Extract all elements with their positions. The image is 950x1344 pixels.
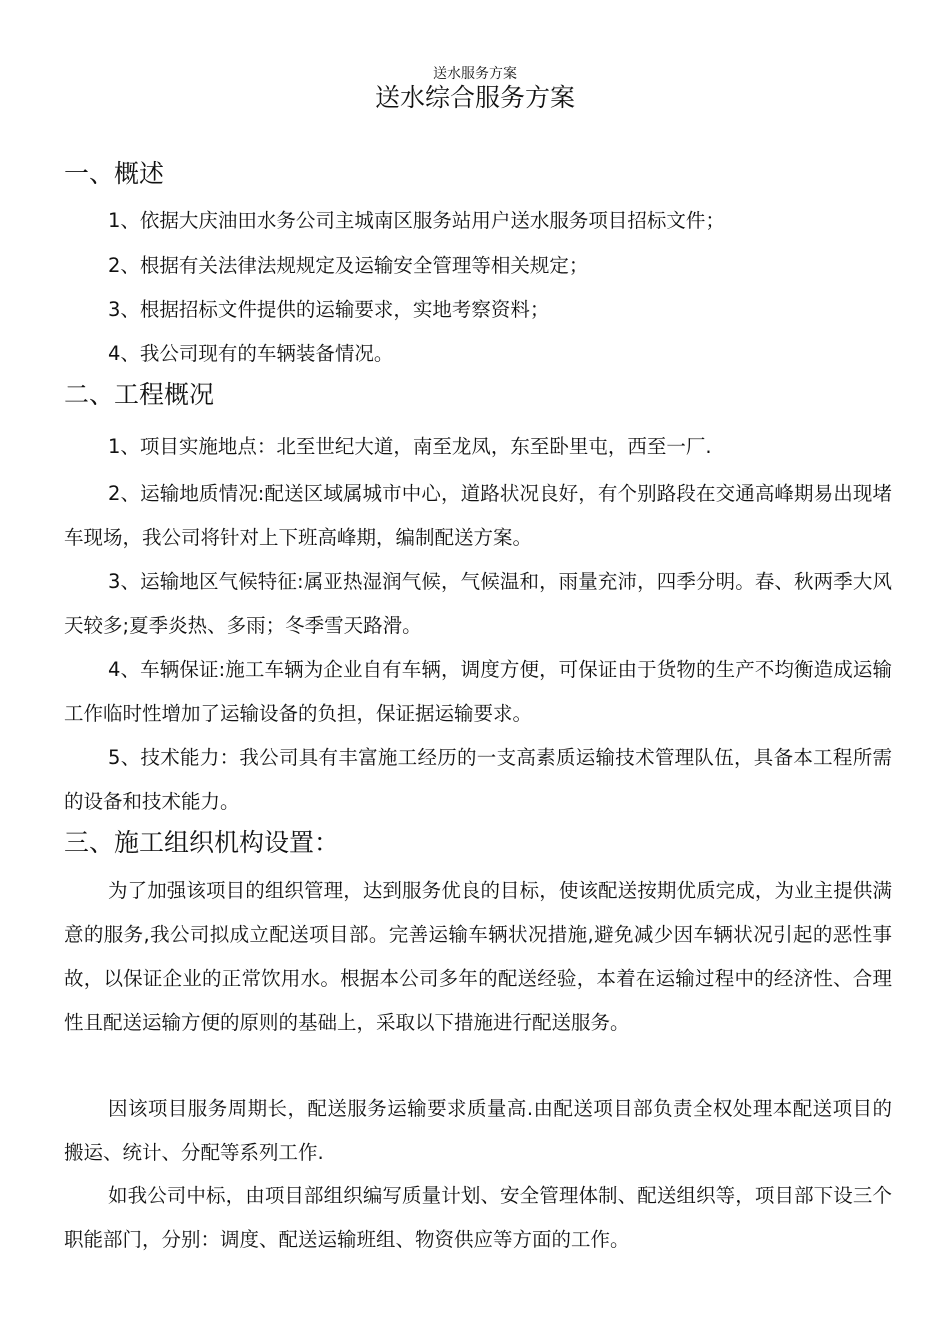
paragraph: 1、依据大庆油田水务公司主城南区服务站用户送水服务项目招标文件； [108, 209, 725, 232]
section-heading-overview: 一、概述 [64, 159, 165, 188]
running-header: 送水服务方案 [433, 66, 517, 82]
paragraph: 为了加强该项目的组织管理，达到服务优良的目标，使该配送按期优质完成，为业主提供满意的服务,我公司拟成立配送项目部。完善运输车辆状况措施,避免减少因车辆状况引起的恶性事故，以保证企业的正常饮用水。根据本公司多年的配送经验，本着在运输过程中的经济性、合理性且配送运输方便的原则的基础上，采取以下措施进行配送服务。 [64, 879, 892, 1034]
paragraph: 3、运输地区气候特征:属亚热湿润气候，气候温和，雨量充沛，四季分明。春、秋两季大风天较多;夏季炎热、多雨；冬季雪天路滑。 [64, 570, 892, 637]
section-heading-organization: 三、施工组织机构设置： [64, 828, 340, 857]
paragraph: 2、运输地质情况:配送区域属城市中心，道路状况良好，有个别路段在交通高峰期易出现堵车现场，我公司将针对上下班高峰期，编制配送方案。 [64, 482, 892, 549]
paragraph: 因该项目服务周期长，配送服务运输要求质量高.由配送项目部负责全权处理本配送项目的搬运、统计、分配等系列工作. [64, 1097, 892, 1164]
paragraph: 4、车辆保证:施工车辆为企业自有车辆，调度方便，可保证由于货物的生产不均衡造成运输工作临时性增加了运输设备的负担，保证据运输要求。 [64, 658, 892, 725]
paragraph: 4、我公司现有的车辆装备情况。 [108, 342, 394, 365]
document-title: 送水综合服务方案 [374, 83, 575, 112]
paragraph: 5、技术能力：我公司具有丰富施工经历的一支高素质运输技术管理队伍，具备本工程所需的设备和技术能力。 [64, 746, 892, 813]
paragraph: 如我公司中标，由项目部组织编写质量计划、安全管理体制、配送组织等，项目部下设三个职能部门，分别：调度、配送运输班组、物资供应等方面的工作。 [64, 1184, 892, 1251]
paragraph: 3、根据招标文件提供的运输要求，实地考察资料； [108, 298, 550, 321]
paragraph: 1、项目实施地点：北至世纪大道，南至龙凤，东至卧里屯，西至一厂. [108, 435, 712, 458]
section-heading-project-overview: 二、工程概况 [64, 380, 215, 409]
paragraph: 2、根据有关法律法规规定及运输安全管理等相关规定； [108, 254, 589, 277]
